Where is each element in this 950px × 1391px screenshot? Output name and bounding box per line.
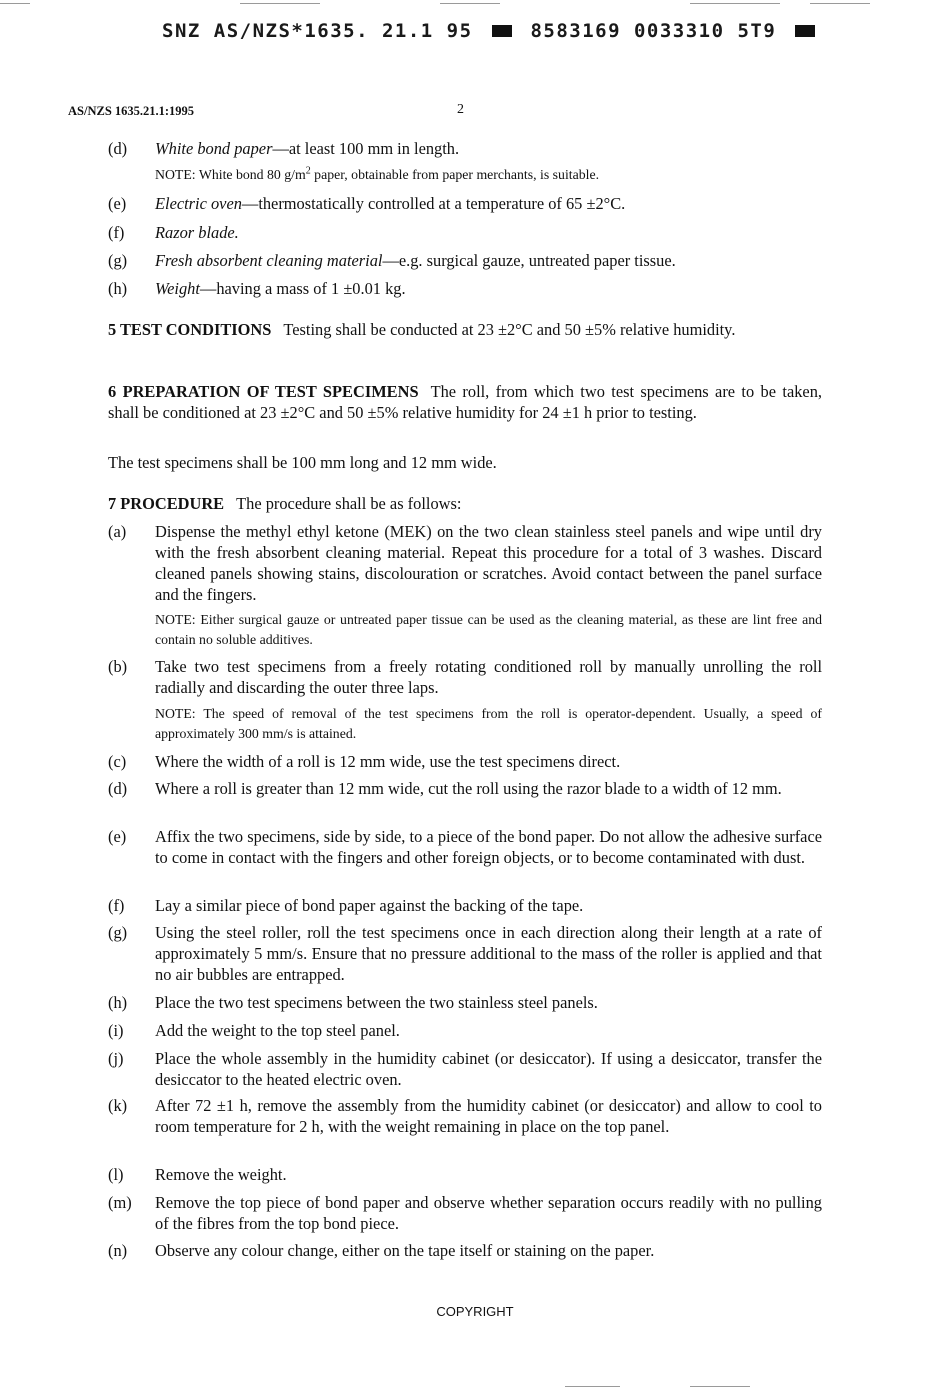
black-block-mark (795, 25, 815, 37)
procedure-step: (c) Where the width of a roll is 12 mm wide, use the test specimens direct. (108, 752, 621, 771)
section-heading: 5 TEST CONDITIONS (108, 320, 272, 339)
section-test-conditions: 5 TEST CONDITIONS Testing shall be conducted at 23 ±2°C and 50 ±5% relative humidity. (108, 320, 736, 339)
note-removal-speed: NOTE: The speed of removal of the test specimens from the roll is operator-dependent. Usually, a speed of approximately 300 mm/s is attained. (155, 706, 822, 741)
apparatus-item: (d) White bond paper—at least 100 mm in length. (108, 139, 460, 158)
scan-artifact-line (440, 3, 500, 4)
page-number: 2 (457, 102, 464, 117)
procedure-step: (d) Where a roll is greater than 12 mm wide, cut the roll using the razor blade to a width of 12 mm. (108, 779, 782, 798)
procedure-step: (f) Lay a similar piece of bond paper against the backing of the tape. (108, 896, 584, 915)
section-preparation: 6 PREPARATION OF TEST SPECIMENS The roll, from which two test specimens are to be taken, shall be conditioned at 23 ±2°C and 50 ±5% relative humidity for 24 ±1 h prior to testing. (108, 382, 822, 422)
apparatus-item: (f) Razor blade. (108, 223, 239, 242)
stamp-right-text: 8583169 0033310 5T9 (530, 20, 777, 42)
copyright-footer: COPYRIGHT (436, 1304, 514, 1319)
scan-artifact-line (0, 3, 30, 4)
scan-header-stamp (162, 20, 821, 42)
section-heading: 6 PREPARATION OF TEST SPECIMENS (108, 382, 419, 401)
procedure-step: (e) Affix the two specimens, side by side, to a piece of the bond paper. Do not allow the adhesive surface to come in contact with the fingers and other foreign objects, or to become contaminated with dust. (108, 827, 822, 867)
scan-artifact-line (810, 3, 870, 4)
note-paper: NOTE: White bond 80 $g/m^2$ paper, obtainable from paper merchants, is suitable. (155, 165, 600, 182)
procedure-step: (j) Place the whole assembly in the humidity cabinet (or desiccator). If using a desiccator, transfer the desiccator to the heated electric oven. (108, 1049, 822, 1089)
stamp-left-text: SNZ AS/NZS*1635. 21.1 95 (162, 20, 473, 42)
procedure-step: (n) Observe any colour change, either on the tape itself or staining on the paper. (108, 1241, 655, 1260)
apparatus-item: (e) Electric oven—thermostatically controlled at a temperature of 65 ±2°C. (108, 194, 626, 213)
note-cleaning-material: NOTE: Either surgical gauze or untreated paper tissue can be used as the cleaning material, as these are lint free and contain no soluble additives. (155, 612, 822, 647)
scan-artifact-line (565, 1386, 620, 1387)
section-preparation-dimensions: The test specimens shall be 100 mm long and 12 mm wide. (108, 453, 497, 472)
scan-artifact-line (690, 3, 780, 4)
section-procedure: 7 PROCEDURE The procedure shall be as follows: (108, 494, 462, 513)
procedure-step: (b) Take two test specimens from a freely rotating conditioned roll by manually unrolling the roll radially and discarding the outer three laps. (108, 657, 822, 697)
section-heading: 7 PROCEDURE (108, 494, 225, 513)
procedure-step: (a) Dispense the methyl ethyl ketone (MEK) on the two clean stainless steel panels and wipe until dry with the fresh absorbent cleaning material. Repeat this procedure for a total of 3 washes. Discard cleaned panels showing stains, discolouration or scratches. Avoid contact between the panel surface and the fingers. (108, 522, 822, 604)
procedure-step: (l) Remove the weight. (108, 1165, 287, 1184)
apparatus-item: (g) Fresh absorbent cleaning material—e.g. surgical gauze, untreated paper tissue. (108, 251, 676, 270)
document-id: AS/NZS 1635.21.1:1995 (68, 104, 195, 118)
scan-artifact-line (240, 3, 320, 4)
procedure-step: (i) Add the weight to the top steel panel. (108, 1021, 400, 1040)
procedure-step: (k) After 72 ±1 h, remove the assembly from the humidity cabinet (or desiccator) and allow to cool to room temperature for 2 h, with the weight remaining in place on the top panel. (108, 1096, 822, 1136)
procedure-step: (m) Remove the top piece of bond paper and observe whether separation occurs readily with no pulling of the fibres from the top bond piece. (108, 1193, 822, 1233)
scan-artifact-line (690, 1386, 750, 1387)
procedure-step: (g) Using the steel roller, roll the test specimens once in each direction along their length at a rate of approximately 5 mm/s. Ensure that no pressure additional to the mass of the roller is applied and that no air bubbles are entrapped. (108, 923, 822, 984)
apparatus-item: (h) Weight—having a mass of 1 ±0.01 kg. (108, 279, 406, 298)
black-block-mark (492, 25, 512, 37)
procedure-step: (h) Place the two test specimens between the two stainless steel panels. (108, 993, 598, 1012)
